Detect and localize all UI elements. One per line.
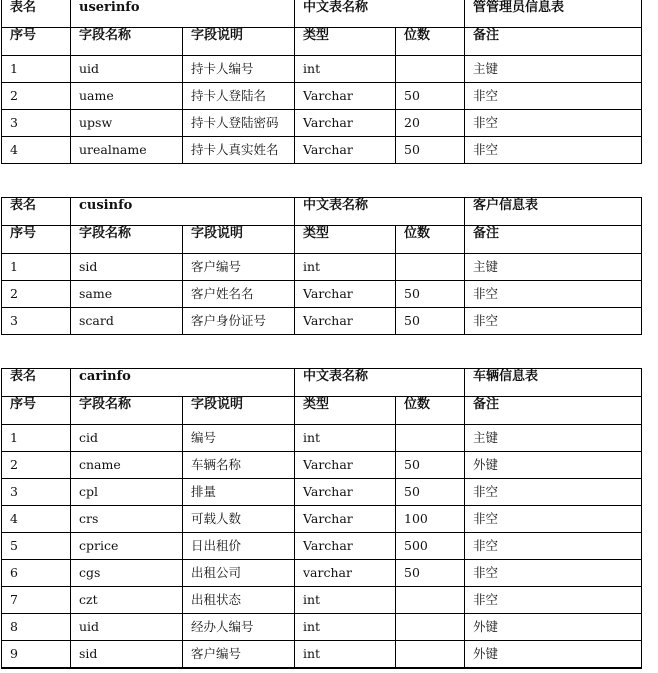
table-row <box>2 308 642 335</box>
cell-type: int <box>295 254 396 281</box>
cell-length: 50 <box>396 83 465 110</box>
column-header-row <box>2 226 642 254</box>
cell-field-name: cprice <box>71 533 183 560</box>
cell-length: 50 <box>396 560 465 587</box>
cell-field-desc: 持卡人编号 <box>183 56 295 83</box>
cell-note: 非空 <box>465 137 642 164</box>
cell-note: 外键 <box>465 452 642 479</box>
table-row <box>2 110 642 137</box>
cell-note: 非空 <box>465 281 642 308</box>
column-header: 字段名称 <box>71 226 183 254</box>
column-header: 类型 <box>295 226 396 254</box>
cell-length <box>396 641 465 669</box>
cusinfo-table <box>1 197 642 335</box>
cell-type: Varchar <box>295 479 396 506</box>
cell-note: 外键 <box>465 614 642 641</box>
cell-type: int <box>295 425 396 452</box>
column-header: 字段说明 <box>183 28 295 56</box>
table-row <box>2 560 642 587</box>
cell-index: 9 <box>2 641 71 669</box>
cell-index: 8 <box>2 614 71 641</box>
cell-field-desc: 编号 <box>183 425 295 452</box>
cell-type: varchar <box>295 560 396 587</box>
cell-index: 2 <box>2 281 71 308</box>
column-header: 备注 <box>465 226 642 254</box>
cell-field-name: urealname <box>71 137 183 164</box>
cell-field-name: sid <box>71 641 183 669</box>
cell-note: 非空 <box>465 83 642 110</box>
cell-note: 非空 <box>465 308 642 335</box>
cell-field-name: cname <box>71 452 183 479</box>
column-header-row <box>2 397 642 425</box>
column-header: 序号 <box>2 28 71 56</box>
table-name-label: 表名 <box>2 369 71 397</box>
cell-length <box>396 587 465 614</box>
cell-field-name: scard <box>71 308 183 335</box>
cell-type: Varchar <box>295 281 396 308</box>
cell-type: int <box>295 587 396 614</box>
cell-note: 非空 <box>465 479 642 506</box>
cell-note: 非空 <box>465 110 642 137</box>
column-header: 位数 <box>396 226 465 254</box>
cell-length: 50 <box>396 281 465 308</box>
cell-field-desc: 持卡人登陆名 <box>183 83 295 110</box>
cell-field-desc: 持卡人真实姓名 <box>183 137 295 164</box>
table-row <box>2 281 642 308</box>
cell-field-name: uame <box>71 83 183 110</box>
cn-name: 车辆信息表 <box>465 369 642 397</box>
table-name: userinfo <box>71 0 295 28</box>
cell-index: 3 <box>2 110 71 137</box>
carinfo-table <box>1 368 642 669</box>
cn-name-label: 中文表名称 <box>295 198 465 226</box>
cell-type: Varchar <box>295 452 396 479</box>
cell-note: 非空 <box>465 587 642 614</box>
cell-length: 50 <box>396 137 465 164</box>
cell-type: Varchar <box>295 506 396 533</box>
cell-index: 5 <box>2 533 71 560</box>
column-header: 字段说明 <box>183 226 295 254</box>
cell-field-name: uid <box>71 56 183 83</box>
cell-field-name: uid <box>71 614 183 641</box>
cell-type: int <box>295 56 396 83</box>
table-row <box>2 587 642 614</box>
column-header: 备注 <box>465 28 642 56</box>
cell-field-desc: 客户身份证号 <box>183 308 295 335</box>
cell-index: 4 <box>2 506 71 533</box>
cell-field-name: sid <box>71 254 183 281</box>
table-row <box>2 425 642 452</box>
cell-field-desc: 出租公司 <box>183 560 295 587</box>
column-header: 字段名称 <box>71 397 183 425</box>
cell-index: 1 <box>2 254 71 281</box>
table-name-label: 表名 <box>2 198 71 226</box>
cell-field-desc: 经办人编号 <box>183 614 295 641</box>
column-header: 类型 <box>295 28 396 56</box>
table-row <box>2 479 642 506</box>
cell-index: 7 <box>2 587 71 614</box>
cell-length: 500 <box>396 533 465 560</box>
cell-field-desc: 日出租价 <box>183 533 295 560</box>
cell-type: Varchar <box>295 110 396 137</box>
cell-field-name: cpl <box>71 479 183 506</box>
cell-note: 非空 <box>465 560 642 587</box>
cell-field-desc: 可载人数 <box>183 506 295 533</box>
cell-length: 20 <box>396 110 465 137</box>
table-name: cusinfo <box>71 198 295 226</box>
cell-field-desc: 排量 <box>183 479 295 506</box>
column-header: 字段名称 <box>71 28 183 56</box>
cell-index: 1 <box>2 56 71 83</box>
cell-length: 50 <box>396 308 465 335</box>
cell-index: 6 <box>2 560 71 587</box>
table-row <box>2 137 642 164</box>
userinfo-table <box>1 0 642 164</box>
cell-field-desc: 持卡人登陆密码 <box>183 110 295 137</box>
cell-note: 非空 <box>465 533 642 560</box>
cn-name-label: 中文表名称 <box>295 0 465 28</box>
cn-name-label: 中文表名称 <box>295 369 465 397</box>
cell-note: 外键 <box>465 641 642 669</box>
cell-length <box>396 56 465 83</box>
table-row <box>2 254 642 281</box>
cell-field-desc: 客户编号 <box>183 641 295 669</box>
table-row <box>2 533 642 560</box>
cell-length <box>396 614 465 641</box>
cell-type: int <box>295 641 396 669</box>
column-header: 序号 <box>2 226 71 254</box>
cell-length <box>396 254 465 281</box>
cell-note: 主键 <box>465 254 642 281</box>
table-name-label: 表名 <box>2 0 71 28</box>
cell-field-name: upsw <box>71 110 183 137</box>
table-name-row <box>2 369 642 397</box>
table-name-row <box>2 198 642 226</box>
cell-field-desc: 客户姓名名 <box>183 281 295 308</box>
cell-note: 主键 <box>465 425 642 452</box>
cell-length: 50 <box>396 479 465 506</box>
cell-type: Varchar <box>295 308 396 335</box>
cell-length <box>396 425 465 452</box>
cell-type: int <box>295 614 396 641</box>
cell-type: Varchar <box>295 137 396 164</box>
column-header: 备注 <box>465 397 642 425</box>
table-name: carinfo <box>71 369 295 397</box>
column-header-row <box>2 28 642 56</box>
table-row <box>2 452 642 479</box>
column-header: 字段说明 <box>183 397 295 425</box>
cell-index: 4 <box>2 137 71 164</box>
cn-name: 客户信息表 <box>465 198 642 226</box>
cell-field-name: cgs <box>71 560 183 587</box>
cell-field-name: czt <box>71 587 183 614</box>
cell-index: 1 <box>2 425 71 452</box>
column-header: 位数 <box>396 28 465 56</box>
column-header: 序号 <box>2 397 71 425</box>
cn-name: 管管理员信息表 <box>465 0 642 28</box>
cell-note: 主键 <box>465 56 642 83</box>
cell-field-name: crs <box>71 506 183 533</box>
cell-index: 3 <box>2 479 71 506</box>
cell-note: 非空 <box>465 506 642 533</box>
cell-field-desc: 出租状态 <box>183 587 295 614</box>
cell-index: 2 <box>2 452 71 479</box>
cell-type: Varchar <box>295 83 396 110</box>
cell-type: Varchar <box>295 533 396 560</box>
cell-field-desc: 车辆名称 <box>183 452 295 479</box>
cell-length: 100 <box>396 506 465 533</box>
table-row <box>2 56 642 83</box>
cell-field-desc: 客户编号 <box>183 254 295 281</box>
cell-length: 50 <box>396 452 465 479</box>
table-row <box>2 641 642 669</box>
column-header: 类型 <box>295 397 396 425</box>
cell-field-name: cid <box>71 425 183 452</box>
table-row <box>2 83 642 110</box>
column-header: 位数 <box>396 397 465 425</box>
cell-field-name: same <box>71 281 183 308</box>
table-row <box>2 506 642 533</box>
table-row <box>2 614 642 641</box>
cell-index: 3 <box>2 308 71 335</box>
cell-index: 2 <box>2 83 71 110</box>
table-name-row <box>2 0 642 28</box>
